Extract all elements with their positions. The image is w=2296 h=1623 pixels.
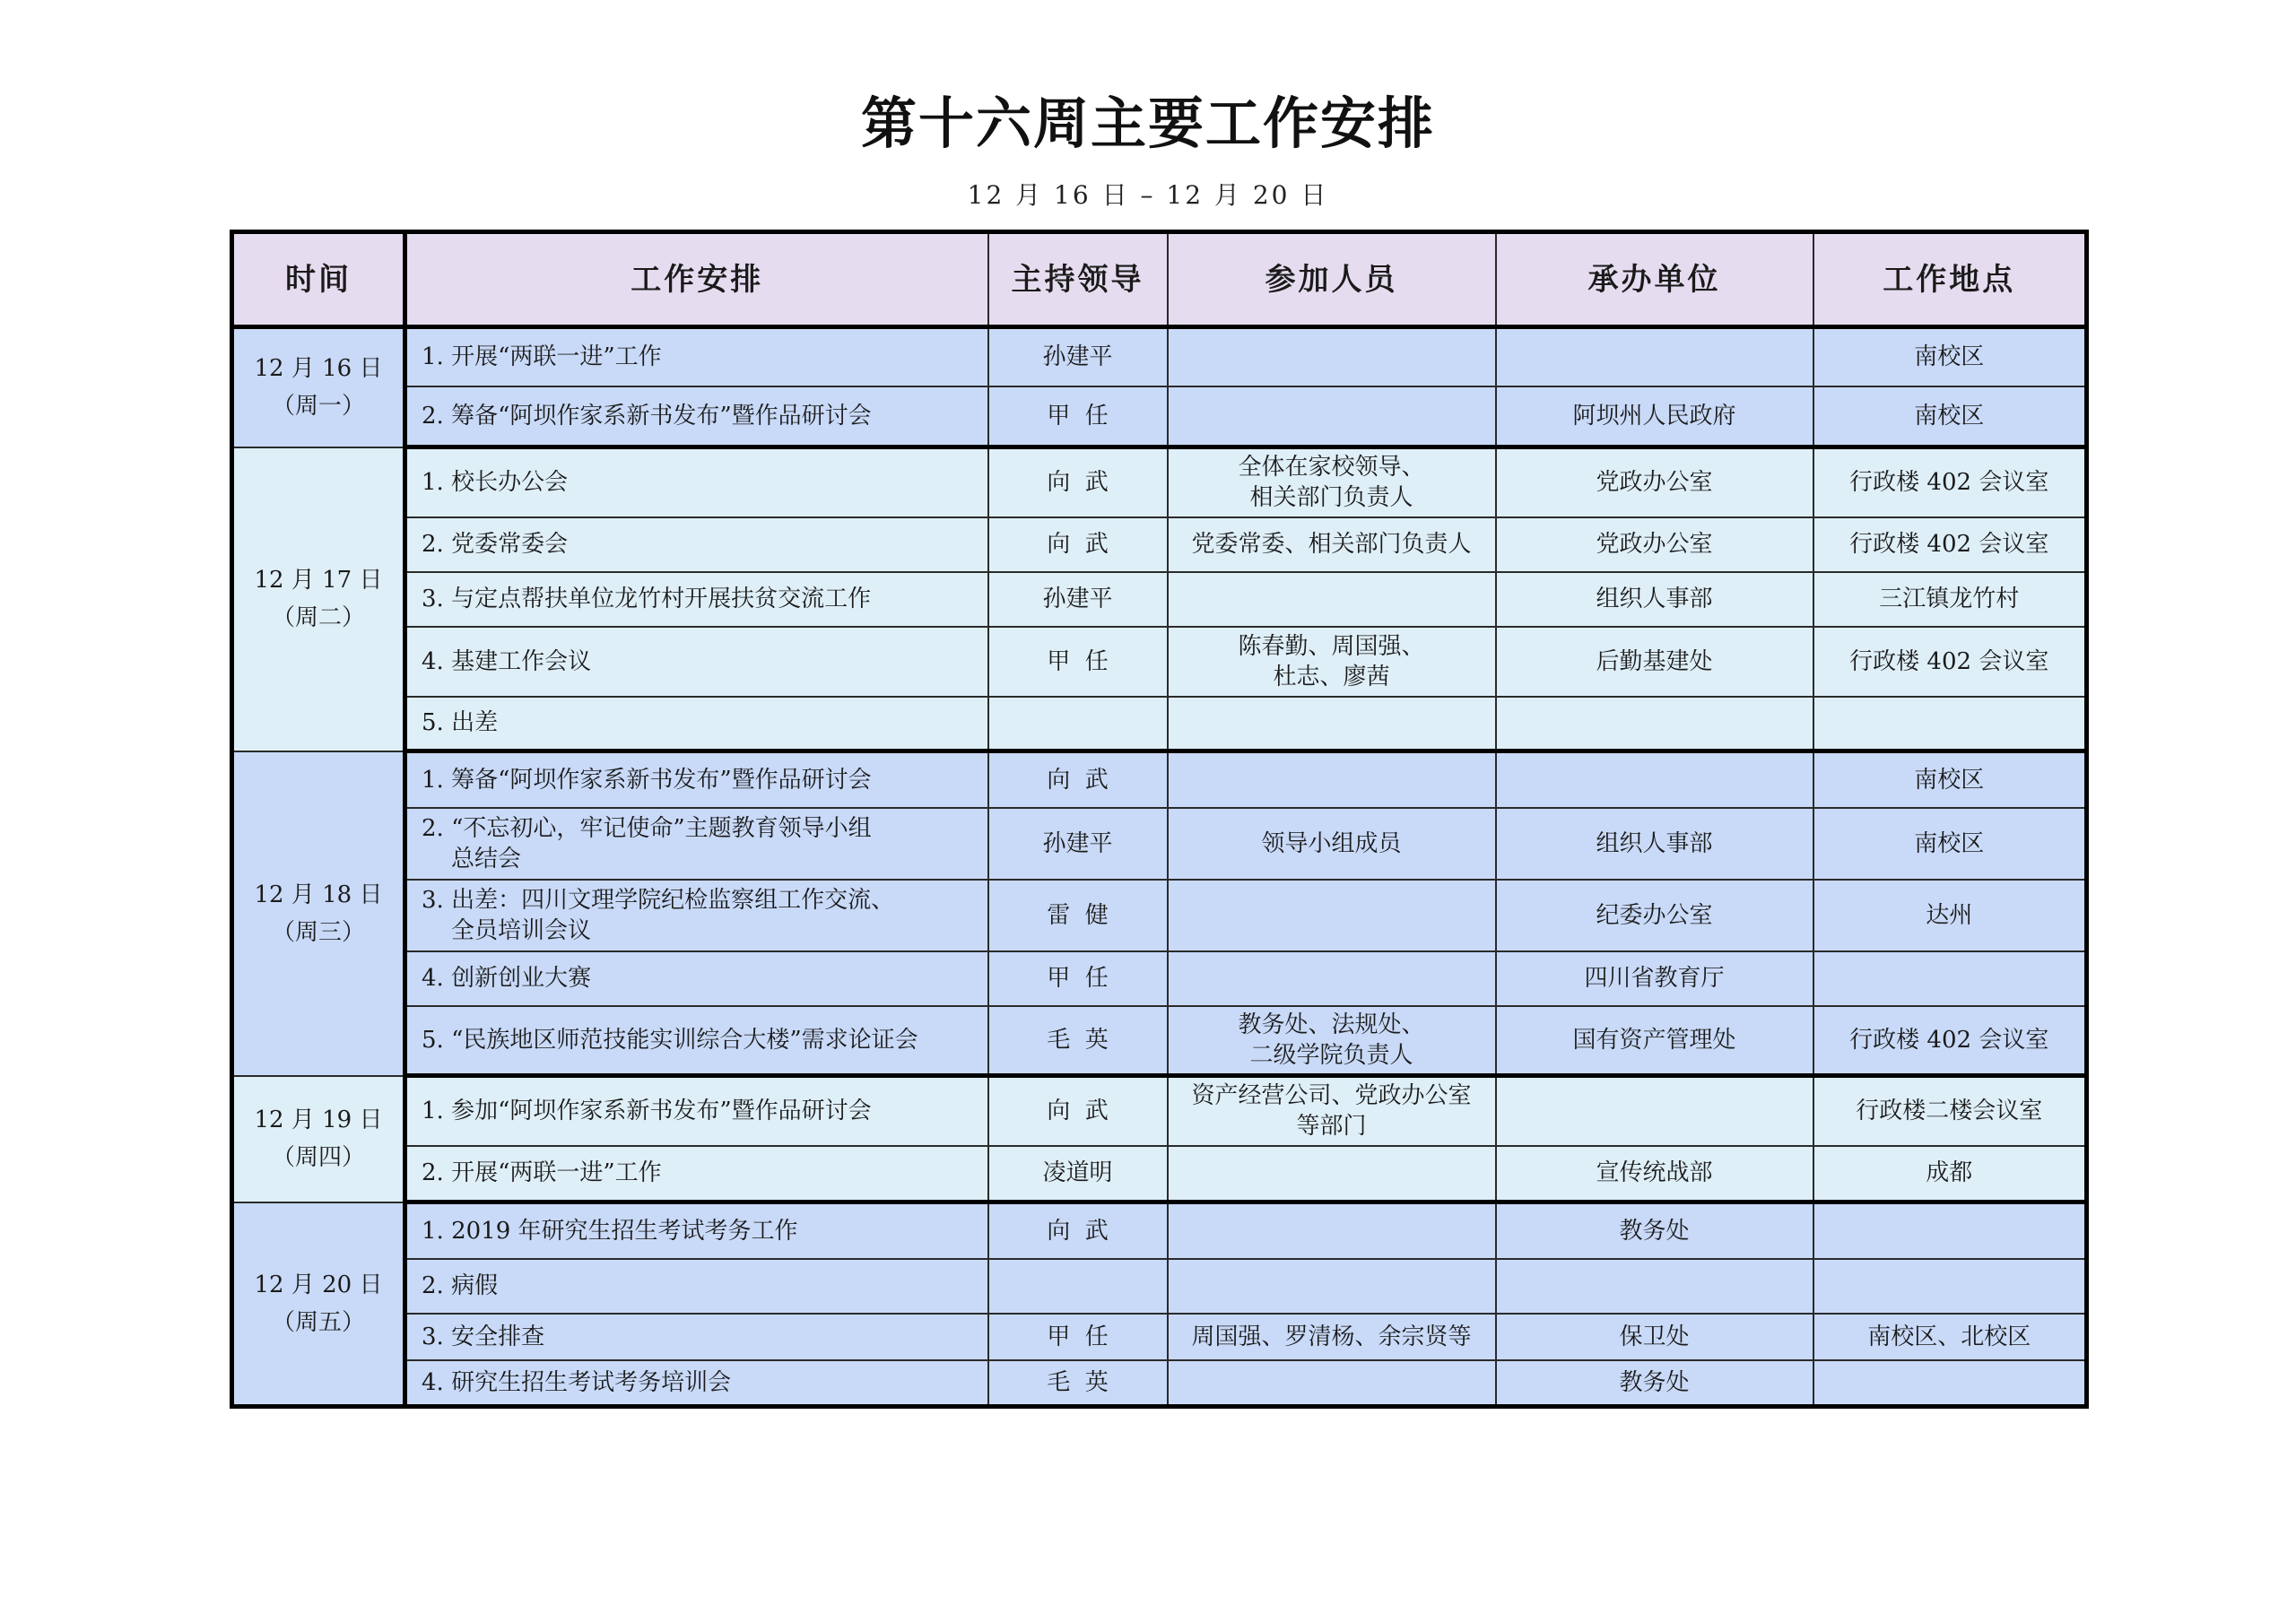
cell-line: 1. 校长办公会	[422, 469, 569, 497]
table-row	[232, 1259, 2087, 1314]
location-cell: 行政楼 402 会议室	[1813, 627, 2087, 697]
location-cell: 南校区	[1813, 386, 2087, 447]
participants-cell	[1168, 1076, 1496, 1146]
task-cell	[405, 1360, 988, 1407]
task-cell	[405, 1259, 988, 1314]
leader-cell: 雷 健	[988, 880, 1168, 951]
location-cell: 南校区	[1813, 327, 2087, 386]
participants-cell	[1168, 880, 1496, 951]
cell-line: 教务处、法规处、	[1238, 1011, 1425, 1038]
unit-cell	[1496, 697, 1813, 751]
day-date: 12 月 17 日	[254, 567, 383, 594]
unit-cell: 教务处	[1496, 1202, 1813, 1259]
location-cell	[1813, 697, 2087, 751]
day-weekday: （周二）	[271, 604, 365, 631]
participants-cell	[1168, 697, 1496, 751]
schedule-table	[230, 230, 2089, 1409]
participants-cell	[1168, 1314, 1496, 1360]
unit-cell	[1496, 327, 1813, 386]
location-cell	[1813, 1259, 2087, 1314]
day-cell	[232, 1076, 405, 1202]
leader-cell: 向 武	[988, 751, 1168, 808]
unit-cell	[1496, 1259, 1813, 1314]
cell-line: 陈春勤、周国强、	[1238, 632, 1425, 660]
cell-line: 5. 出差	[422, 709, 499, 737]
cell-line: 1. 开展“两联一进”工作	[422, 343, 662, 371]
leader-cell: 向 武	[988, 1202, 1168, 1259]
cell-line: 4. 基建工作会议	[422, 647, 592, 675]
task-cell	[405, 1202, 988, 1259]
unit-cell	[1496, 1076, 1813, 1146]
participants-cell	[1168, 1259, 1496, 1314]
task-cell	[405, 386, 988, 447]
table-row	[232, 1314, 2087, 1360]
task-cell	[405, 808, 988, 880]
table-row	[232, 627, 2087, 697]
location-cell: 三江镇龙竹村	[1813, 572, 2087, 627]
header-participants: 参加人员	[1168, 232, 1496, 327]
day-date: 12 月 16 日	[254, 355, 383, 383]
day-cell	[232, 751, 405, 1076]
table-row	[232, 386, 2087, 447]
location-cell	[1813, 1202, 2087, 1259]
participants-cell	[1168, 808, 1496, 880]
leader-cell: 向 武	[988, 447, 1168, 517]
location-cell: 行政楼 402 会议室	[1813, 517, 2087, 572]
table-row	[232, 1076, 2087, 1146]
unit-cell: 保卫处	[1496, 1314, 1813, 1360]
task-cell	[405, 951, 988, 1006]
leader-cell: 孙建平	[988, 572, 1168, 627]
cell-line: 等部门	[1296, 1113, 1367, 1141]
cell-line: 2. 病假	[422, 1272, 499, 1299]
task-cell	[405, 1076, 988, 1146]
task-cell	[405, 572, 988, 627]
leader-cell: 毛 英	[988, 1006, 1168, 1076]
cell-line: 全员培训会议	[422, 916, 592, 944]
cell-line: 周国强、罗清杨、余宗贤等	[1191, 1323, 1472, 1350]
unit-cell: 党政办公室	[1496, 517, 1813, 572]
table-row	[232, 1146, 2087, 1202]
cell-line: 资产经营公司、党政办公室	[1191, 1082, 1472, 1110]
unit-cell: 教务处	[1496, 1360, 1813, 1407]
participants-cell	[1168, 751, 1496, 808]
participants-cell	[1168, 1360, 1496, 1407]
location-cell: 南校区、北校区	[1813, 1314, 2087, 1360]
day-date: 12 月 18 日	[254, 881, 383, 908]
location-cell	[1813, 951, 2087, 1006]
day-weekday: （周三）	[271, 918, 365, 946]
table-row	[232, 808, 2087, 880]
header-location: 工作地点	[1813, 232, 2087, 327]
location-cell: 行政楼 402 会议室	[1813, 1006, 2087, 1076]
leader-cell: 毛 英	[988, 1360, 1168, 1407]
cell-line: 全体在家校领导、	[1238, 454, 1425, 482]
schedule-body	[232, 327, 2087, 1407]
cell-line: 4. 研究生招生考试考务培训会	[422, 1368, 732, 1396]
page-title: 第十六周主要工作安排	[860, 91, 1435, 156]
unit-cell: 国有资产管理处	[1496, 1006, 1813, 1076]
participants-cell	[1168, 572, 1496, 627]
cell-line: 杜志、廖茜	[1273, 663, 1390, 690]
cell-line: 1. 筹备“阿坝作家系新书发布”暨作品研讨会	[422, 766, 872, 794]
cell-line: 相关部门负责人	[1249, 484, 1413, 512]
location-cell: 行政楼二楼会议室	[1813, 1076, 2087, 1146]
task-cell	[405, 751, 988, 808]
cell-line: 2. 党委常委会	[422, 531, 569, 558]
leader-cell: 向 武	[988, 1076, 1168, 1146]
participants-cell	[1168, 386, 1496, 447]
location-cell: 南校区	[1813, 751, 2087, 808]
task-cell	[405, 697, 988, 751]
location-cell: 成都	[1813, 1146, 2087, 1202]
table-row	[232, 880, 2087, 951]
cell-line: 2. “不忘初心，牢记使命”主题教育领导小组	[422, 814, 872, 842]
cell-line: 1. 2019 年研究生招生考试考务工作	[422, 1217, 798, 1245]
day-date: 12 月 20 日	[254, 1271, 383, 1298]
task-cell	[405, 880, 988, 951]
task-cell	[405, 1314, 988, 1360]
table-row	[232, 327, 2087, 386]
participants-cell	[1168, 447, 1496, 517]
task-cell	[405, 1006, 988, 1076]
day-date: 12 月 19 日	[254, 1107, 383, 1133]
unit-cell: 党政办公室	[1496, 447, 1813, 517]
participants-cell	[1168, 1146, 1496, 1202]
participants-cell	[1168, 327, 1496, 386]
participants-cell	[1168, 1006, 1496, 1076]
task-cell	[405, 447, 988, 517]
table-row	[232, 1360, 2087, 1407]
day-cell	[232, 447, 405, 751]
table-row	[232, 447, 2087, 517]
date-range: 12 月 16 日 – 12 月 20 日	[967, 180, 1329, 210]
cell-line: 4. 创新创业大赛	[422, 965, 592, 992]
leader-cell: 甲 任	[988, 627, 1168, 697]
header-unit: 承办单位	[1496, 232, 1813, 327]
location-cell: 行政楼 402 会议室	[1813, 447, 2087, 517]
cell-line: 2. 开展“两联一进”工作	[422, 1159, 662, 1187]
table-row	[232, 572, 2087, 627]
participants-cell	[1168, 627, 1496, 697]
leader-cell	[988, 1259, 1168, 1314]
header-task: 工作安排	[405, 232, 988, 327]
leader-cell: 甲 任	[988, 386, 1168, 447]
leader-cell: 甲 任	[988, 951, 1168, 1006]
unit-cell: 后勤基建处	[1496, 627, 1813, 697]
unit-cell: 纪委办公室	[1496, 880, 1813, 951]
participants-cell	[1168, 517, 1496, 572]
cell-line: 总结会	[422, 845, 522, 872]
table-row	[232, 951, 2087, 1006]
day-weekday: （周四）	[271, 1144, 365, 1171]
leader-cell: 孙建平	[988, 327, 1168, 386]
header-time: 时间	[232, 232, 405, 327]
participants-cell	[1168, 951, 1496, 1006]
cell-line: 领导小组成员	[1261, 829, 1402, 857]
task-cell	[405, 1146, 988, 1202]
cell-line: 2. 筹备“阿坝作家系新书发布”暨作品研讨会	[422, 402, 872, 430]
table-row	[232, 697, 2087, 751]
location-cell	[1813, 1360, 2087, 1407]
header-leader: 主持领导	[988, 232, 1168, 327]
cell-line: 5. “民族地区师范技能实训综合大楼”需求论证会	[422, 1026, 918, 1054]
cell-line: 3. 出差：四川文理学院纪检监察组工作交流、	[422, 886, 895, 914]
participants-cell	[1168, 1202, 1496, 1259]
table-row	[232, 751, 2087, 808]
task-cell	[405, 327, 988, 386]
leader-cell: 向 武	[988, 517, 1168, 572]
cell-line: 党委常委、相关部门负责人	[1191, 531, 1472, 558]
unit-cell: 阿坝州人民政府	[1496, 386, 1813, 447]
leader-cell	[988, 697, 1168, 751]
cell-line: 3. 安全排查	[422, 1323, 545, 1350]
leader-cell: 凌道明	[988, 1146, 1168, 1202]
task-cell	[405, 517, 988, 572]
unit-cell	[1496, 751, 1813, 808]
cell-line: 1. 参加“阿坝作家系新书发布”暨作品研讨会	[422, 1098, 872, 1125]
cell-line: 二级学院负责人	[1249, 1041, 1413, 1069]
table-row	[232, 517, 2087, 572]
cell-line: 3. 与定点帮扶单位龙竹村开展扶贫交流工作	[422, 586, 872, 612]
location-cell: 南校区	[1813, 808, 2087, 880]
unit-cell: 宣传统战部	[1496, 1146, 1813, 1202]
day-weekday: （周五）	[271, 1308, 365, 1336]
unit-cell: 四川省教育厅	[1496, 951, 1813, 1006]
day-weekday: （周一）	[271, 393, 365, 421]
location-cell: 达州	[1813, 880, 2087, 951]
table-row	[232, 1006, 2087, 1076]
unit-cell: 组织人事部	[1496, 808, 1813, 880]
task-cell	[405, 627, 988, 697]
day-cell	[232, 327, 405, 447]
unit-cell: 组织人事部	[1496, 572, 1813, 627]
header-row	[232, 232, 2087, 327]
table-row	[232, 1202, 2087, 1259]
leader-cell: 孙建平	[988, 808, 1168, 880]
day-cell	[232, 1202, 405, 1407]
leader-cell: 甲 任	[988, 1314, 1168, 1360]
